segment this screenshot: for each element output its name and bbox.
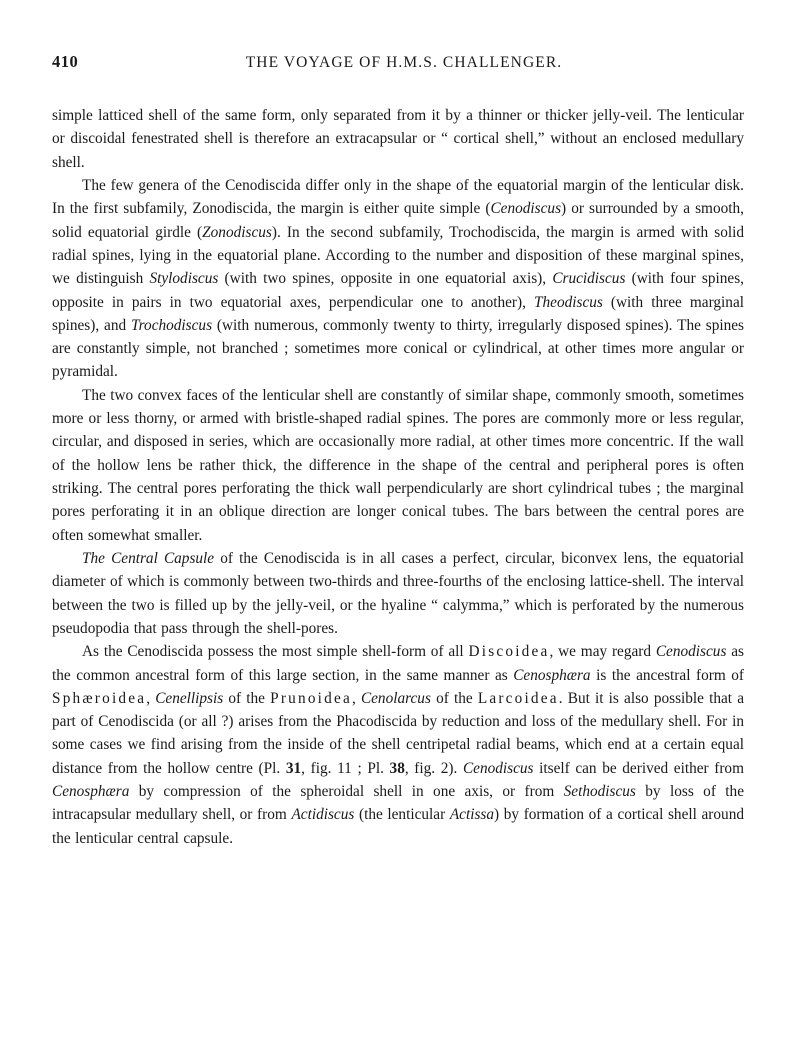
- paragraph: As the Cenodiscida possess the most simple shell-form of all Discoidea, we may regard Cenodiscus as the common ancestral form of this large section, in the same manner as Cenosphæra is the ancestral form of Sphæroidea, Cenellipsis of the Prunoidea, Cenolarcus of the Larcoidea. But it is also possible that a part of Cenodiscida (or all ?) arises from the Phacodiscida by reduction and loss of the medullary shell. For in some cases we find arising from the inside of the shell centripetal radial beams, which end at a certain equal distance from the hollow centre (Pl. 31, fig. 11 ; Pl. 38, fig. 2). Cenodiscus itself can be derived either from Cenosphæra by compression of the spheroidal shell in one axis, or from Sethodiscus by loss of the intracapsular medullary shell, or from Actidiscus (the lenticular Actissa) by formation of a cortical shell around the lenticular central capsule.: [52, 643, 745, 847]
- paragraph: The two convex faces of the lenticular shell are constantly of similar shape, commonly smooth, sometimes more or less thorny, or armed with bristle-shaped radial spines. The pores are commonly more or less regular, circular, and disposed in series, which are occasionally more radial, at other times more concentric. If the wall of the hollow lens be rather thick, the difference in the shape of the central and peripheral pores is often striking. The central pores perforating the thick wall perpendicularly are short cylindrical tubes ; the marginal pores perforating it in an oblique direction are longer conical tubes. The bars between the central pores are often somewhat smaller.: [52, 386, 744, 544]
- running-head: THE VOYAGE OF H.M.S. CHALLENGER.: [245, 54, 563, 71]
- paragraph: The Central Capsule of the Cenodiscida is in all cases a perfect, circular, biconvex lens, the equatorial diameter of which is commonly between two-thirds and three-fourths of the enclosing lattice-shell. The interval between the two is filled up by the jelly-veil, or the hyaline “ calymma,” which is perforated by the numerous pseudopodia that pass through the shell-pores.: [52, 549, 744, 637]
- body-text: [52, 104, 744, 850]
- paragraph: The few genera of the Cenodiscida differ only in the shape of the equatorial margin of the lenticular disk. In the first subfamily, Zonodiscida, the margin is either quite simple (Cenodiscus) or surrounded by a smooth, solid equatorial girdle (Zonodiscus). In the second subfamily, Trochodiscida, the margin is armed with solid radial spines, lying in the equatorial plane. According to the number and disposition of these marginal spines, we distinguish Stylodiscus (with two spines, opposite in one equatorial axis), Crucidiscus (with four spines, opposite in pairs in two equatorial axes, perpendicular one to another), Theodiscus (with three marginal spines), and Trochodiscus (with numerous, commonly twenty to thirty, irregularly disposed spines). The spines are constantly simple, not branched ; sometimes more conical or cylindrical, at other times more angular or pyramidal.: [52, 176, 744, 381]
- page-header: [52, 52, 744, 74]
- paragraph: simple latticed shell of the same form, only separated from it by a thinner or thicker jelly-veil. The lenticular or discoidal fenestrated shell is therefore an extracapsular or “ cortical shell,” without an enclosed medullary shell.: [52, 107, 744, 171]
- page-number: 410: [52, 52, 79, 71]
